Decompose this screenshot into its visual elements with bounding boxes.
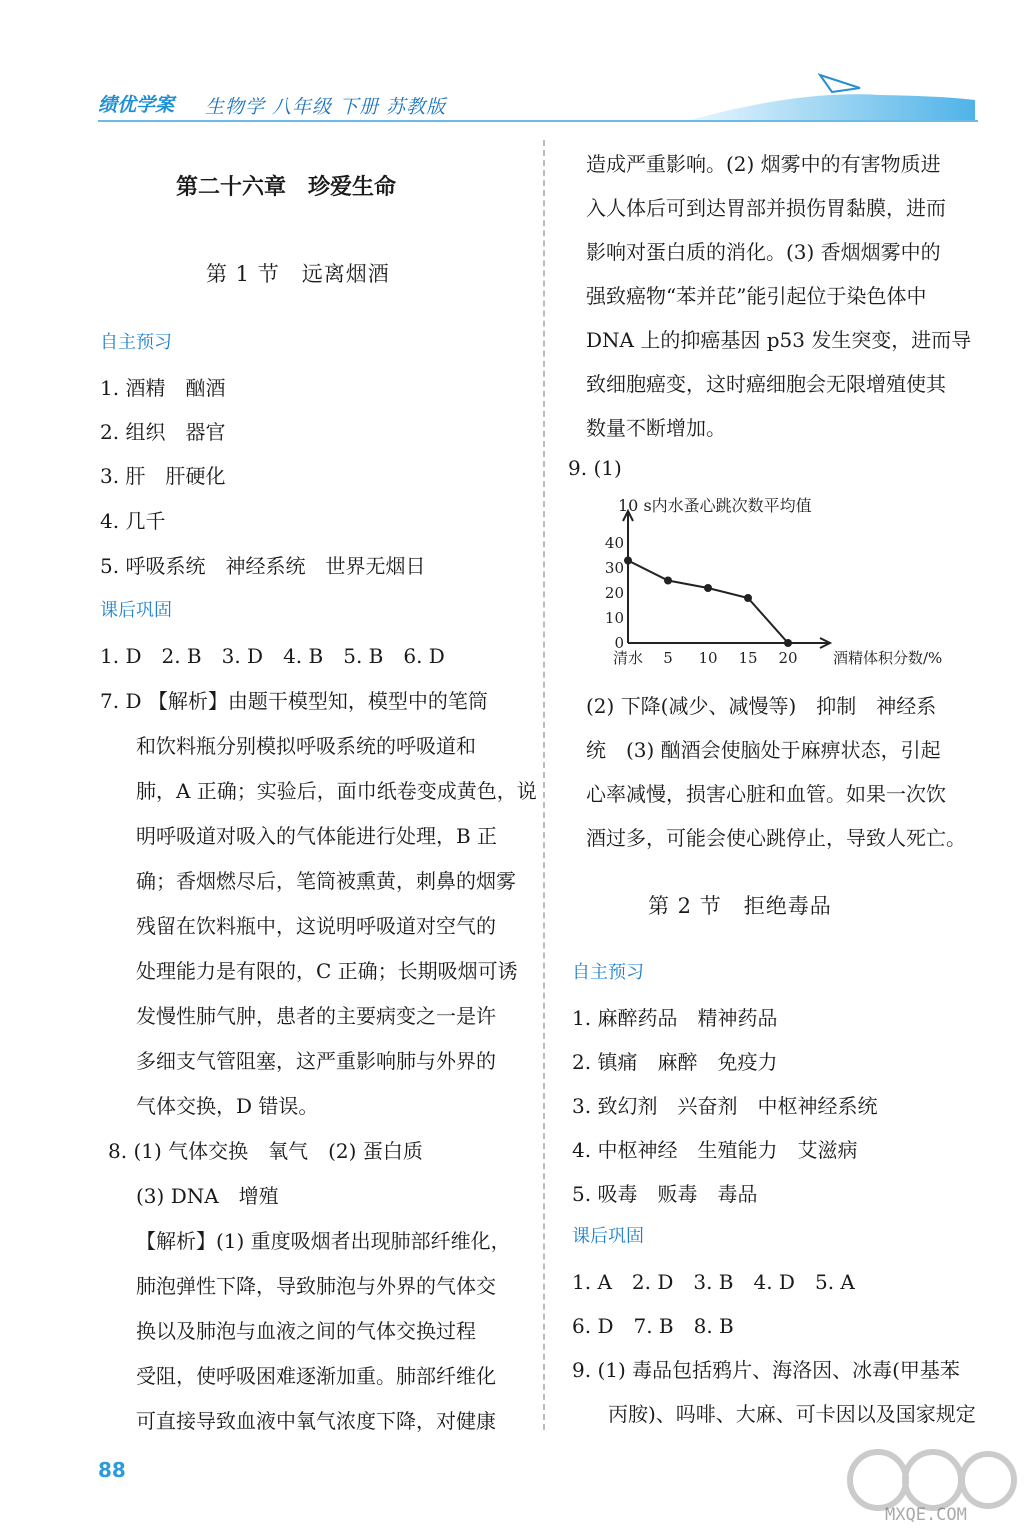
preview-item-2: 1. 麻醉药品 精神药品 bbox=[572, 1006, 778, 1030]
data-point bbox=[784, 639, 792, 647]
book-subtitle: 生物学 八年级 下册 苏教版 bbox=[205, 96, 447, 118]
q8-line: 受阻，使呼吸困难逐渐加重。肺部纤维化 bbox=[136, 1364, 496, 1388]
q9-after-line: (2) 下降(减少、减慢等) 抑制 神经系 bbox=[586, 694, 937, 718]
answers-line: 1. D 2. B 3. D 4. B 5. B 6. D bbox=[100, 644, 445, 668]
q8-line: 可直接导致血液中氧气浓度下降，对健康 bbox=[136, 1409, 496, 1433]
cont-line: 造成严重影响。(2) 烟雾中的有害物质进 bbox=[586, 152, 941, 176]
q7-line: 残留在饮料瓶中，这说明呼吸道对空气的 bbox=[136, 914, 496, 938]
watermark-text: MXQE.COM bbox=[885, 1505, 967, 1525]
preview-item: 1. 酒精 酗酒 bbox=[100, 376, 226, 400]
q9-after-line: 统 (3) 酗酒会使脑处于麻痹状态，引起 bbox=[586, 738, 941, 762]
q9b-line: 丙胺)、吗啡、大麻、可卡因以及国家规定 bbox=[608, 1402, 976, 1426]
q8-line: (3) DNA 增殖 bbox=[136, 1184, 279, 1208]
y-tick-label: 30 bbox=[604, 559, 624, 577]
q7-line: 气体交换，D 错误。 bbox=[136, 1094, 319, 1118]
preview-label-2: 自主预习 bbox=[572, 962, 644, 983]
q7-line: 发慢性肺气肿，患者的主要病变之一是许 bbox=[136, 1004, 496, 1028]
heart-rate-line-chart bbox=[600, 495, 990, 675]
data-point bbox=[664, 577, 672, 585]
q9b-line: 9. (1) 毒品包括鸦片、海洛因、冰毒(甲基苯 bbox=[572, 1358, 960, 1382]
cont-line: DNA 上的抑癌基因 p53 发生突变，进而导 bbox=[586, 328, 972, 352]
y-tick-label: 10 bbox=[604, 609, 624, 627]
cont-line: 入人体后可到达胃部并损伤胃黏膜，进而 bbox=[586, 196, 946, 220]
header-rule bbox=[98, 120, 978, 122]
y-tick-label: 40 bbox=[604, 534, 624, 552]
preview-item: 3. 肝 肝硬化 bbox=[100, 464, 226, 488]
answers-line-2: 6. D 7. B 8. B bbox=[572, 1314, 734, 1338]
column-divider bbox=[543, 140, 546, 1430]
page-number: 88 bbox=[98, 1458, 126, 1482]
q9-after-line: 心率减慢，损害心脏和血管。如果一次饮 bbox=[586, 782, 946, 806]
preview-label: 自主预习 bbox=[100, 332, 172, 353]
section-title: 第 1 节 远离烟酒 bbox=[206, 262, 390, 286]
x-tick-label: 清水 bbox=[612, 649, 644, 667]
x-axis-label: 酒精体积分数/% bbox=[833, 649, 943, 667]
section2-title: 第 2 节 拒绝毒品 bbox=[648, 894, 832, 918]
cont-line: 致细胞癌变，这时癌细胞会无限增殖使其 bbox=[586, 372, 946, 396]
q7-line: 7. D 【解析】由题干模型知，模型中的笔筒 bbox=[100, 689, 488, 713]
data-point bbox=[744, 594, 752, 602]
q7-line: 和饮料瓶分别模拟呼吸系统的呼吸道和 bbox=[136, 734, 476, 758]
x-tick-label: 10 bbox=[698, 649, 718, 667]
q9-head: 9. (1) bbox=[568, 456, 622, 480]
q8-line: 换以及肺泡与血液之间的气体交换过程 bbox=[136, 1319, 476, 1343]
brand-logo: 绩优学案 bbox=[98, 94, 175, 116]
q7-line: 确；香烟燃尽后，笔筒被熏黄，刺鼻的烟雾 bbox=[136, 869, 516, 893]
review-label: 课后巩固 bbox=[100, 600, 172, 621]
x-tick-label: 20 bbox=[778, 649, 798, 667]
review-label-2: 课后巩固 bbox=[572, 1226, 644, 1247]
series-line bbox=[628, 561, 788, 644]
preview-item: 4. 几千 bbox=[100, 509, 166, 533]
q7-line: 肺，A 正确；实验后，面巾纸卷变成黄色，说 bbox=[136, 779, 537, 803]
cont-line: 数量不断增加。 bbox=[586, 416, 726, 440]
answers-line-2: 1. A 2. D 3. B 4. D 5. A bbox=[572, 1270, 855, 1294]
q8-line: 【解析】(1) 重度吸烟者出现肺部纤维化， bbox=[136, 1229, 511, 1253]
chapter-title: 第二十六章 珍爱生命 bbox=[176, 175, 397, 200]
q7-line: 处理能力是有限的，C 正确；长期吸烟可诱 bbox=[136, 959, 518, 983]
x-tick-label: 5 bbox=[663, 649, 673, 667]
cont-line: 影响对蛋白质的消化。(3) 香烟烟雾中的 bbox=[586, 240, 941, 264]
data-point bbox=[624, 557, 632, 565]
q8-line: 8. (1) 气体交换 氧气 (2) 蛋白质 bbox=[108, 1139, 423, 1163]
preview-item: 2. 组织 器官 bbox=[100, 420, 226, 444]
q9-after-line: 酒过多，可能会使心跳停止，导致人死亡。 bbox=[586, 826, 966, 850]
q7-line: 多细支气管阻塞，这严重影响肺与外界的 bbox=[136, 1049, 496, 1073]
preview-item-2: 3. 致幻剂 兴奋剂 中枢神经系统 bbox=[572, 1094, 878, 1118]
paper-plane-icon bbox=[820, 75, 860, 92]
preview-item: 5. 呼吸系统 神经系统 世界无烟日 bbox=[100, 554, 426, 578]
y-axis-label: 10 s内水蚤心跳次数平均值 bbox=[618, 496, 812, 515]
q8-line: 肺泡弹性下降，导致肺泡与外界的气体交 bbox=[136, 1274, 496, 1298]
data-point bbox=[704, 584, 712, 592]
preview-item-2: 4. 中枢神经 生殖能力 艾滋病 bbox=[572, 1138, 858, 1162]
y-tick-label: 0 bbox=[614, 634, 624, 652]
q7-line: 明呼吸道对吸入的气体能进行处理，B 正 bbox=[136, 824, 498, 848]
preview-item-2: 5. 吸毒 贩毒 毒品 bbox=[572, 1182, 758, 1206]
y-tick-label: 20 bbox=[604, 584, 624, 602]
preview-item-2: 2. 镇痛 麻醉 免疫力 bbox=[572, 1050, 778, 1074]
cont-line: 强致癌物“苯并芘”能引起位于染色体中 bbox=[586, 284, 927, 308]
page-header bbox=[0, 0, 1030, 130]
x-tick-label: 15 bbox=[738, 649, 758, 667]
